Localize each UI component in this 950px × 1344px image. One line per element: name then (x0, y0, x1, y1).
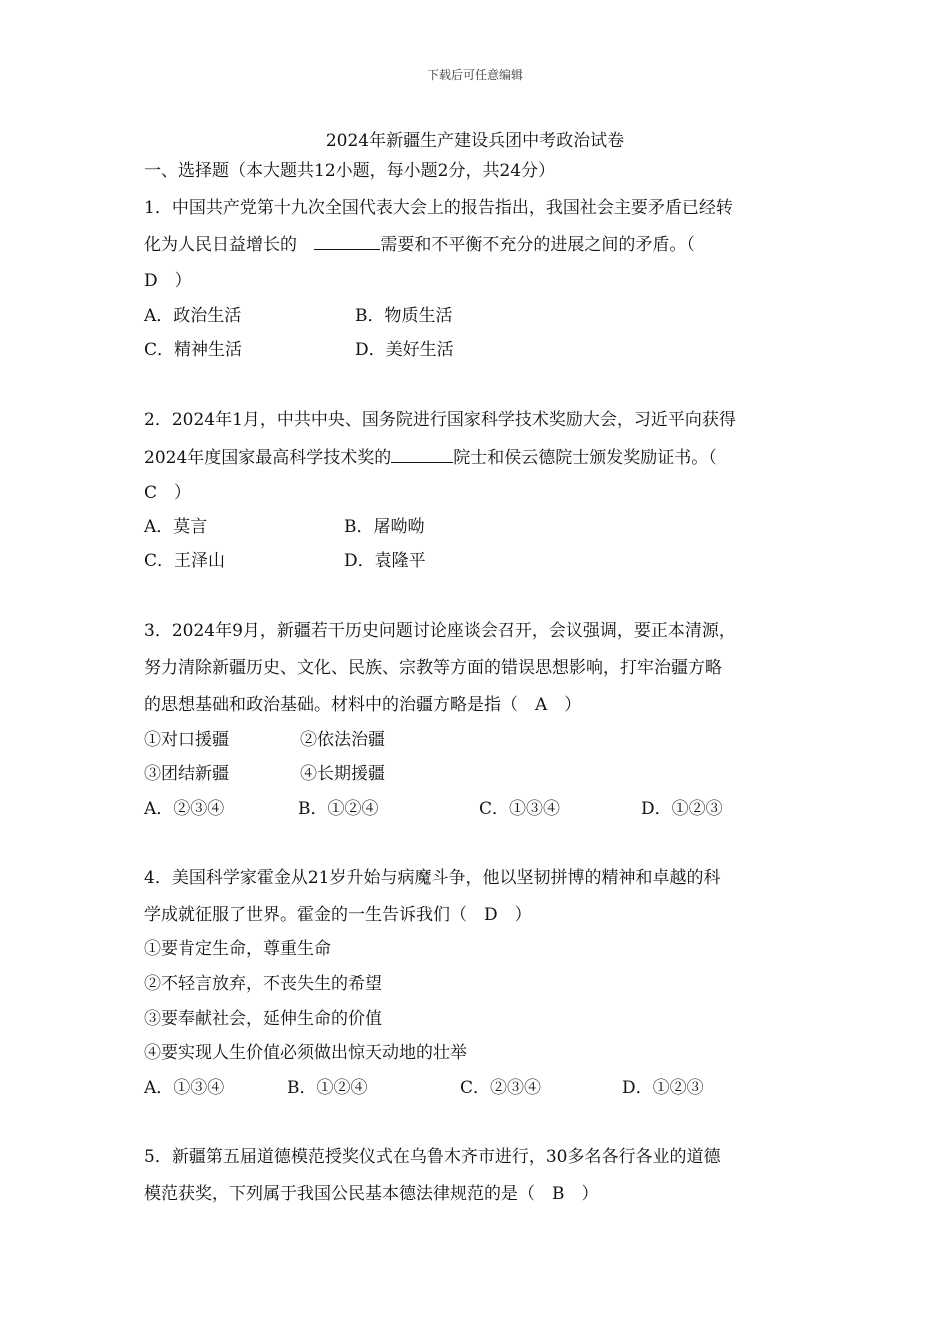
q2-blank (391, 446, 453, 463)
q3-statement-1: ①对口援疆 (144, 730, 229, 750)
q3-statement-4: ④长期援疆 (300, 764, 385, 784)
q2-answer: C ） (144, 483, 192, 503)
q4-statement-4: ④要实现人生价值必须做出惊天动地的壮举 (144, 1043, 467, 1063)
q1-line2 (144, 233, 695, 256)
section-heading: 一、选择题（本大题共12小题，每小题2分，共24分） (144, 161, 556, 181)
q1-line2a: 化为人民日益增长的 (144, 235, 297, 255)
q1-option-a: A．政治生活 (144, 306, 242, 326)
q2-option-d: D．袁隆平 (344, 551, 426, 571)
q3-option-a: A．②③④ (144, 799, 225, 819)
q2-line2b: 院士和侯云德院士颁发奖励证书。（ (453, 448, 717, 468)
q2-line1: 2．2024年1月，中共中央、国务院进行国家科学技术奖励大会，习近平向获得 (144, 410, 736, 430)
q2-line2a: 2024年度国家最高科学技术奖的 (144, 448, 392, 468)
header-note: 下载后可任意编辑 (426, 68, 523, 82)
q3-line1: 3．2024年9月，新疆若干历史问题讨论座谈会召开，会议强调，要正本清源， (144, 621, 736, 641)
q5-line2: 模范获奖，下列属于我国公民基本德法律规范的是（ B ） (144, 1184, 599, 1204)
q3-option-c: C．①③④ (479, 799, 561, 819)
q4-statement-1: ①要肯定生命，尊重生命 (144, 939, 331, 959)
document-title: 2024年新疆生产建设兵团中考政治试卷 (325, 131, 625, 151)
q4-option-a: A．①③④ (144, 1078, 225, 1098)
q1-blank (314, 233, 380, 250)
q1-option-c: C．精神生活 (144, 340, 243, 360)
q2-line2 (144, 446, 717, 469)
q4-statement-2: ②不轻言放弃，不丧失生的希望 (144, 974, 382, 994)
q1-line1: 1．中国共产党第十九次全国代表大会上的报告指出，我国社会主要矛盾已经转 (144, 198, 733, 218)
q3-line3: 的思想基础和政治基础。材料中的治疆方略是指（ A ） (144, 695, 582, 715)
q3-statement-3: ③团结新疆 (144, 764, 229, 784)
q5-line1: 5．新疆第五届道德模范授奖仪式在乌鲁木齐市进行，30多名各行各业的道德 (144, 1147, 721, 1167)
q3-line2: 努力清除新疆历史、文化、民族、宗教等方面的错误思想影响，打牢治疆方略 (144, 658, 722, 678)
q3-option-d: D．①②③ (641, 799, 723, 819)
q3-option-b: B．①②④ (298, 799, 379, 819)
q2-option-b: B．屠呦呦 (344, 517, 425, 537)
q4-line2: 学成就征服了世界。霍金的一生告诉我们（ D ） (144, 905, 532, 925)
q4-statement-3: ③要奉献社会，延伸生命的价值 (144, 1009, 382, 1029)
q1-line2b: 需要和不平衡不充分的进展之间的矛盾。（ (380, 235, 695, 255)
q4-option-d: D．①②③ (622, 1078, 704, 1098)
q3-statement-2: ②依法治疆 (300, 730, 385, 750)
q1-option-b: B．物质生活 (355, 306, 453, 326)
q4-option-c: C．②③④ (460, 1078, 542, 1098)
q2-option-c: C．王泽山 (144, 551, 226, 571)
q4-option-b: B．①②④ (287, 1078, 368, 1098)
q1-answer: D ） (144, 271, 192, 291)
q1-option-d: D．美好生活 (355, 340, 454, 360)
q4-line1: 4．美国科学家霍金从21岁升始与病魔斗争，他以坚韧拼博的精神和卓越的科 (144, 868, 721, 888)
q2-option-a: A．莫言 (144, 517, 208, 537)
